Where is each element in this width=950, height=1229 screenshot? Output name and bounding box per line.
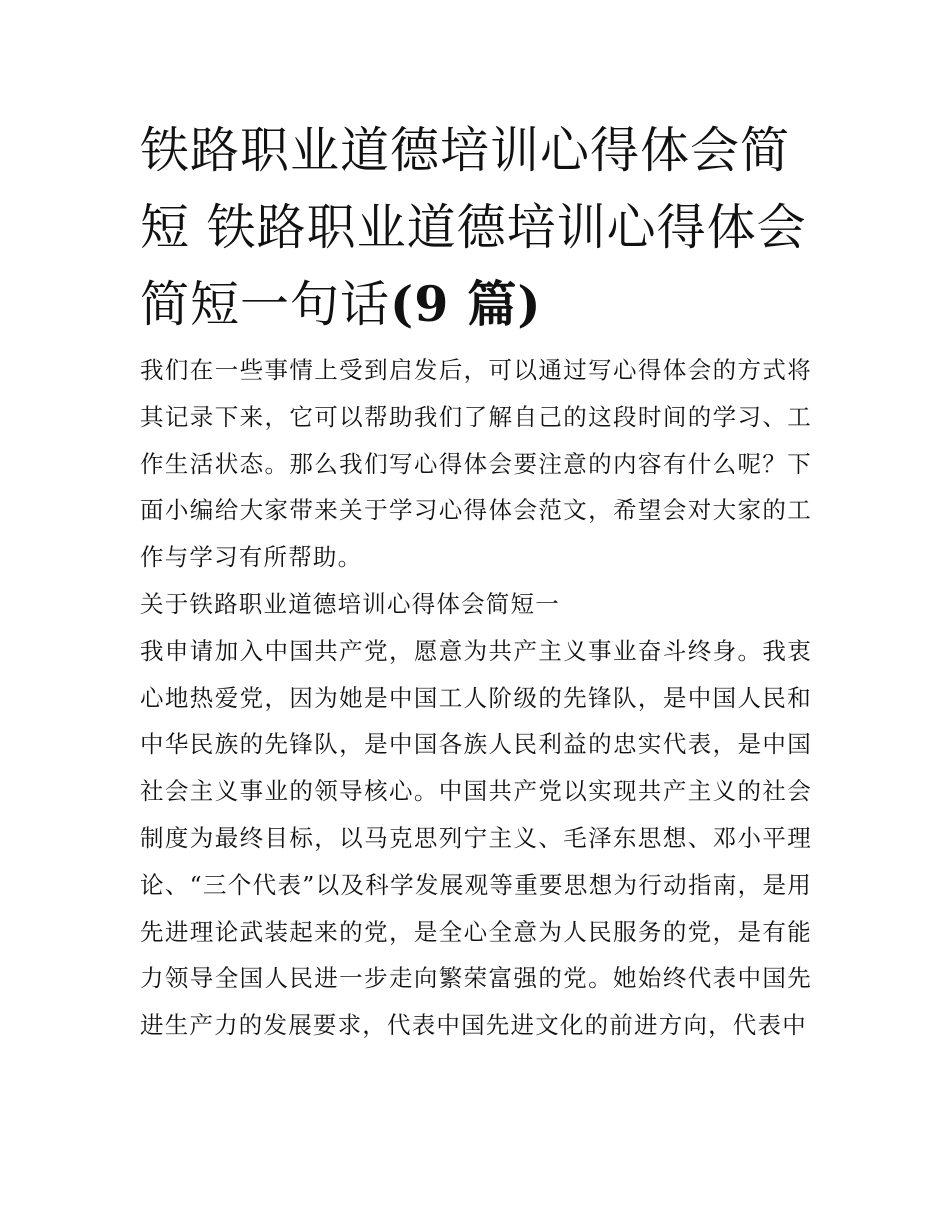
title-main: 铁路职业道德培训心得体会简短 铁路职业道德培训心得体会简短一句话 [140, 122, 807, 333]
title-count: (9 篇) [390, 275, 542, 333]
section-heading: 关于铁路职业道德培训心得体会简短一 [140, 589, 560, 618]
document-content [140, 112, 812, 1049]
intro-paragraph: 我们在一些事情上受到启发后，可以通过写心得体会的方式将其记录下来，它可以帮助我们了解自己的这段时间的学习、工作生活状态。那么我们写心得体会要注意的内容有什么呢？下面小编给大家带来关于学习心得体会范文，希望会对大家的工作与学习有所帮助。 [140, 356, 812, 572]
document-title [140, 112, 812, 343]
section-body: 我申请加入中国共产党，愿意为共产主义事业奋斗终身。我衷心地热爱党，因为她是中国工人阶级的先锋队，是中国人民和中华民族的先锋队，是中国各族人民利益的忠实代表，是中国社会主义事业的领导核心。中国共产党以实现共产主义的社会制度为最终目标，以马克思列宁主义、毛泽东思想、邓小平理论、“三个代表”以及科学发展观等重要思想为行动指南，是用先进理论武装起来的党，是全心全意为人民服务的党，是有能力领导全国人民进一步走向繁荣富强的党。她始终代表中国先进生产力的发展要求，代表中国先进文化的前进方向，代表中 [140, 636, 812, 1040]
